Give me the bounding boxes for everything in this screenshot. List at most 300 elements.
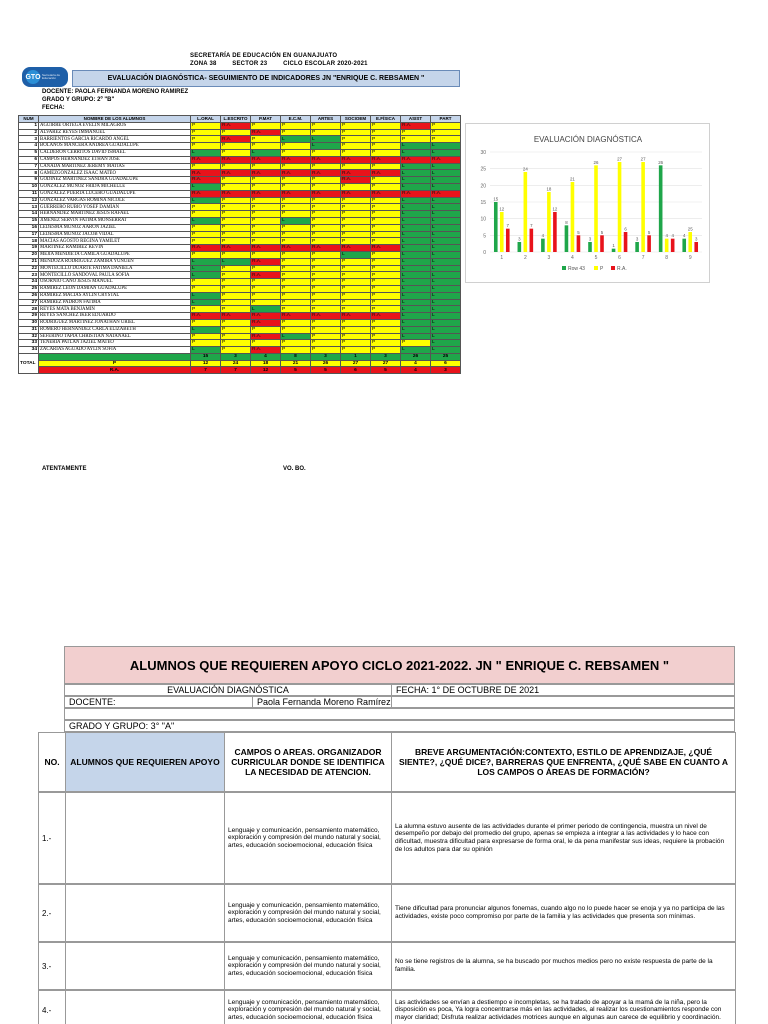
indicator-cell: P bbox=[221, 149, 251, 156]
indicator-cell: R.A. bbox=[311, 190, 341, 197]
student-row bbox=[19, 292, 461, 299]
indicator-cell: P bbox=[311, 326, 341, 333]
indicator-cell: P bbox=[341, 299, 371, 306]
indicator-cell: R.A. bbox=[221, 170, 251, 177]
indicator-cell: P bbox=[221, 217, 251, 224]
student-number: 13 bbox=[19, 204, 39, 211]
indicator-cell: L bbox=[431, 177, 461, 184]
total-row bbox=[19, 360, 461, 367]
indicator-cell: P bbox=[341, 326, 371, 333]
bar-data-label: 4 bbox=[671, 233, 674, 239]
indicator-cell: P bbox=[311, 163, 341, 170]
student-number: 3 bbox=[19, 136, 39, 143]
indicator-cell: P bbox=[341, 122, 371, 129]
student-name: BARRIENTOS GARCIA RICARDO ANGEL bbox=[39, 136, 191, 143]
indicator-cell: P bbox=[311, 217, 341, 224]
student-number: 28 bbox=[19, 306, 39, 313]
student-row bbox=[19, 265, 461, 272]
indicator-cell: P bbox=[371, 279, 401, 286]
x-tick-label: 5 bbox=[594, 255, 598, 261]
indicator-cell: P bbox=[191, 122, 221, 129]
indicator-cell: P bbox=[251, 231, 281, 238]
grid-header-cell: L.ORAL bbox=[191, 116, 221, 123]
student-number: 1 bbox=[19, 122, 39, 129]
x-tick-label: 4 bbox=[571, 255, 574, 261]
indicator-cell: P bbox=[311, 299, 341, 306]
grid-header-cell: E.C.M. bbox=[281, 116, 311, 123]
student-row bbox=[19, 149, 461, 156]
student-name: MACIAS AGOSTO REGINA YAMILET bbox=[39, 238, 191, 245]
indicator-cell: P bbox=[371, 197, 401, 204]
indicator-cell: L bbox=[431, 251, 461, 258]
student-name: GONZALEZ PUERTA LUCERO GUADALUPE bbox=[39, 190, 191, 197]
indicator-cell: L bbox=[191, 347, 221, 354]
student-number: 33 bbox=[19, 340, 39, 347]
student-number: 29 bbox=[19, 313, 39, 320]
indicator-cell: P bbox=[191, 333, 221, 340]
chart-bar bbox=[694, 242, 698, 252]
x-tick-label: 3 bbox=[547, 255, 551, 261]
total-row bbox=[19, 353, 461, 360]
indicator-cell: P bbox=[281, 183, 311, 190]
indicator-cell: P bbox=[221, 319, 251, 326]
chart-bar bbox=[635, 242, 639, 252]
indicator-cell: P bbox=[371, 211, 401, 218]
indicator-cell: R.A. bbox=[281, 245, 311, 252]
indicator-cell: P bbox=[341, 238, 371, 245]
student-number: 26 bbox=[19, 292, 39, 299]
indicator-cell: P bbox=[371, 238, 401, 245]
indicator-cell: P bbox=[341, 211, 371, 218]
student-name: GONZALEZ MUÑOZ FRIDA MICHELLE bbox=[39, 183, 191, 190]
bar-data-label: 21 bbox=[569, 176, 575, 182]
indicator-cell: P bbox=[281, 279, 311, 286]
indicator-cell: P bbox=[401, 340, 431, 347]
indicator-cell: R.A. bbox=[251, 272, 281, 279]
evaluation-title-bar: EVALUACIÓN DIAGNÓSTICA- SEGUIMIENTO DE INDICADORES JN "ENRIQUE C. REBSAMEN " bbox=[72, 70, 460, 87]
indicator-cell: R.A. bbox=[371, 245, 401, 252]
chart-bar bbox=[547, 192, 551, 252]
student-number: 12 bbox=[19, 197, 39, 204]
indicator-cell: R.A. bbox=[221, 122, 251, 129]
student-number: 8 bbox=[19, 170, 39, 177]
legend-entry: Row 43 bbox=[568, 266, 585, 272]
indicator-cell: P bbox=[221, 285, 251, 292]
bar-data-label: 7 bbox=[506, 223, 510, 229]
indicator-cell: P bbox=[221, 279, 251, 286]
student-name: ROMERO HERNANDEZ CARLA ELIZABETH bbox=[39, 326, 191, 333]
total-value: 1 bbox=[341, 353, 371, 360]
chart-bar bbox=[565, 225, 569, 252]
indicator-cell: L bbox=[191, 217, 221, 224]
indicator-cell: L bbox=[401, 313, 431, 320]
indicator-cell: L bbox=[431, 306, 461, 313]
indicator-cell: P bbox=[311, 340, 341, 347]
indicator-cell: L bbox=[401, 245, 431, 252]
indicator-cell: P bbox=[341, 272, 371, 279]
docente-empty-cell bbox=[391, 696, 735, 708]
student-name: AGUIRRE ORTEGA EVELIN MILAGROS bbox=[39, 122, 191, 129]
indicator-cell: P bbox=[371, 251, 401, 258]
indicator-cell: P bbox=[281, 258, 311, 265]
indicator-cell: L bbox=[191, 272, 221, 279]
indicator-cell: P bbox=[371, 265, 401, 272]
indicator-cell: L bbox=[191, 183, 221, 190]
student-row bbox=[19, 306, 461, 313]
chart-bar bbox=[659, 165, 663, 252]
indicator-cell: P bbox=[251, 163, 281, 170]
student-name: TENERIA PATLAN JAZIEL MATEO bbox=[39, 340, 191, 347]
indicator-cell: P bbox=[251, 204, 281, 211]
indicator-cell: P bbox=[281, 347, 311, 354]
indicator-cell: P bbox=[401, 136, 431, 143]
indicator-cell: P bbox=[281, 143, 311, 150]
indicator-cell: P bbox=[281, 122, 311, 129]
indicator-cell: P bbox=[281, 231, 311, 238]
docente-name: Paola Fernanda Moreno Ramírez bbox=[252, 696, 392, 708]
indicator-cell: P bbox=[341, 347, 371, 354]
indicator-cell: P bbox=[191, 204, 221, 211]
indicator-cell: L bbox=[401, 183, 431, 190]
student-number: 7 bbox=[19, 163, 39, 170]
support-row-breve: La alumna estuvo ausente de las actividades durante el primer periodo de contingencia, muestra un nivel de desempeño por debajo del promedio del grupo, apenas se empieza a integrar a las actividades y lo hace con dificultad, muestra dificultad para expresarse de forma oral, le da pena manifestar sus ideas, requiere la probación de los adultos para dar su opinión bbox=[391, 792, 736, 884]
indicator-cell: P bbox=[371, 292, 401, 299]
indicator-cell: L bbox=[401, 326, 431, 333]
evaluation-chart-svg bbox=[466, 124, 711, 284]
chart-bar bbox=[647, 235, 651, 252]
indicator-cell: L bbox=[281, 217, 311, 224]
zona-label: ZONA 38 bbox=[190, 61, 217, 67]
indicator-cell: P bbox=[371, 143, 401, 150]
legend-swatch bbox=[611, 266, 615, 270]
indicator-cell: P bbox=[281, 238, 311, 245]
indicator-cell: L bbox=[431, 292, 461, 299]
chart-bar bbox=[618, 162, 622, 252]
indicator-cell: P bbox=[221, 129, 251, 136]
indicator-cell: L bbox=[431, 319, 461, 326]
spacer-row bbox=[64, 708, 735, 720]
indicator-cell: P bbox=[281, 265, 311, 272]
indicator-cell: P bbox=[371, 347, 401, 354]
indicator-cell: P bbox=[221, 347, 251, 354]
indicator-cell: P bbox=[251, 122, 281, 129]
support-row-number: 4.- bbox=[38, 990, 66, 1024]
indicator-cell: R.A. bbox=[281, 170, 311, 177]
student-name: ZACARIAS AGUADO AYLIN SOFIA bbox=[39, 347, 191, 354]
bar-data-label: 12 bbox=[499, 206, 505, 212]
student-name: LEDESMA MUÑOZ AARON JAZIEL bbox=[39, 224, 191, 231]
bar-data-label: 3 bbox=[518, 236, 521, 242]
indicator-cell: L bbox=[431, 340, 461, 347]
chart-bar bbox=[577, 235, 581, 252]
indicator-cell: P bbox=[251, 143, 281, 150]
atentamente-label: ATENTAMENTE bbox=[42, 466, 87, 472]
indicator-cell: P bbox=[341, 340, 371, 347]
indicator-cell: P bbox=[311, 177, 341, 184]
indicator-cell: L bbox=[401, 231, 431, 238]
indicator-cell: L bbox=[401, 143, 431, 150]
indicator-cell: R.A. bbox=[371, 313, 401, 320]
indicator-cell: P bbox=[341, 231, 371, 238]
indicator-cell: R.A. bbox=[371, 190, 401, 197]
chart-bar bbox=[682, 239, 686, 252]
legend-entry: R.A. bbox=[617, 266, 627, 272]
student-row bbox=[19, 319, 461, 326]
student-number: 18 bbox=[19, 238, 39, 245]
indicator-cell: R.A. bbox=[341, 313, 371, 320]
indicator-cell: P bbox=[311, 333, 341, 340]
indicator-cell: P bbox=[221, 340, 251, 347]
indicator-cell: P bbox=[341, 285, 371, 292]
student-row bbox=[19, 217, 461, 224]
indicator-cell: L bbox=[401, 299, 431, 306]
indicator-cell: P bbox=[311, 183, 341, 190]
bar-data-label: 1 bbox=[612, 243, 615, 249]
indicator-cell: P bbox=[341, 292, 371, 299]
indicator-cell: P bbox=[251, 197, 281, 204]
bar-data-label: 5 bbox=[647, 229, 651, 235]
student-name: GUERRERO RUBIO YOSEF DAMIAN bbox=[39, 204, 191, 211]
total-value: 3 bbox=[371, 353, 401, 360]
total-row bbox=[19, 367, 461, 374]
indicator-cell: L bbox=[401, 217, 431, 224]
total-value: 21 bbox=[281, 360, 311, 367]
indicator-cell: P bbox=[221, 211, 251, 218]
legend-swatch bbox=[562, 266, 566, 270]
bar-data-label: 15 bbox=[493, 196, 499, 202]
indicator-cell: P bbox=[371, 306, 401, 313]
indicator-cell: P bbox=[251, 326, 281, 333]
indicator-cell: P bbox=[371, 149, 401, 156]
student-number: 2 bbox=[19, 129, 39, 136]
bar-data-label: 7 bbox=[530, 223, 533, 229]
x-tick-label: 6 bbox=[618, 255, 621, 261]
student-name: MEJIA MENDIETA CAMILA GUADALUPE bbox=[39, 251, 191, 258]
indicator-cell: P bbox=[251, 211, 281, 218]
student-name: MARTINEZ RAMIREZ KEVIN bbox=[39, 245, 191, 252]
total-key-green bbox=[39, 353, 191, 360]
total-value: 4 bbox=[401, 360, 431, 367]
indicator-cell: L bbox=[431, 149, 461, 156]
total-label: TOTAL bbox=[19, 353, 39, 373]
chart-bar bbox=[571, 182, 575, 252]
chart-bar bbox=[665, 239, 669, 252]
indicator-cell: L bbox=[431, 333, 461, 340]
indicator-cell: P bbox=[371, 231, 401, 238]
indicator-cell: P bbox=[221, 265, 251, 272]
total-value: 3 bbox=[311, 353, 341, 360]
indicator-cell: L bbox=[401, 258, 431, 265]
indicator-cell: P bbox=[221, 333, 251, 340]
support-title: ALUMNOS QUE REQUIEREN APOYO CICLO 2021-2022. JN " ENRIQUE C. REBSAMEN " bbox=[64, 646, 735, 684]
indicator-cell: P bbox=[341, 149, 371, 156]
student-number: 6 bbox=[19, 156, 39, 163]
indicator-cell: P bbox=[281, 251, 311, 258]
indicator-cell: R.A. bbox=[251, 347, 281, 354]
indicator-cell: R.A. bbox=[251, 190, 281, 197]
student-number: 22 bbox=[19, 265, 39, 272]
chart-bar bbox=[524, 172, 528, 252]
student-name: OSORNIO CANO JESUS MANUEL bbox=[39, 279, 191, 286]
y-tick-label: 10 bbox=[480, 216, 486, 223]
student-number: 19 bbox=[19, 245, 39, 252]
support-row-student bbox=[65, 990, 225, 1024]
total-value: 25 bbox=[431, 353, 461, 360]
indicator-cell: P bbox=[191, 143, 221, 150]
indicator-cell: L bbox=[401, 251, 431, 258]
x-tick-label: 7 bbox=[641, 255, 645, 261]
indicator-cell: R.A. bbox=[341, 170, 371, 177]
bar-data-label: 18 bbox=[546, 186, 552, 192]
total-value: 4 bbox=[401, 367, 431, 374]
indicator-cell: P bbox=[191, 285, 221, 292]
indicator-cell: P bbox=[191, 279, 221, 286]
student-number: 27 bbox=[19, 299, 39, 306]
indicator-cell: R.A. bbox=[251, 129, 281, 136]
indicator-cell: R.A. bbox=[191, 245, 221, 252]
chart-bar bbox=[506, 229, 510, 252]
indicator-cell: P bbox=[341, 217, 371, 224]
indicator-cell: L bbox=[431, 170, 461, 177]
indicator-cell: P bbox=[401, 129, 431, 136]
indicator-cell: R.A. bbox=[341, 177, 371, 184]
indicator-cell: P bbox=[221, 143, 251, 150]
total-value: 6 bbox=[341, 367, 371, 374]
indicator-cell: P bbox=[221, 231, 251, 238]
indicator-cell: P bbox=[371, 326, 401, 333]
total-value: 3 bbox=[431, 367, 461, 374]
indicator-cell: P bbox=[311, 231, 341, 238]
indicator-cell: P bbox=[371, 258, 401, 265]
student-row bbox=[19, 245, 461, 252]
indicator-cell: L bbox=[401, 224, 431, 231]
total-key: P bbox=[39, 360, 191, 367]
indicator-cell: L bbox=[401, 272, 431, 279]
student-row bbox=[19, 347, 461, 354]
indicator-cell: P bbox=[191, 319, 221, 326]
evaluation-chart bbox=[465, 123, 710, 283]
bar-data-label: 3 bbox=[694, 236, 698, 242]
indicator-cell: L bbox=[431, 299, 461, 306]
indicator-cell: P bbox=[341, 306, 371, 313]
indicator-cell: P bbox=[221, 163, 251, 170]
indicator-cell: L bbox=[311, 136, 341, 143]
indicator-cell: P bbox=[311, 272, 341, 279]
indicator-cell: P bbox=[221, 177, 251, 184]
indicator-cell: L bbox=[401, 238, 431, 245]
indicator-grid bbox=[18, 115, 461, 374]
student-row bbox=[19, 170, 461, 177]
student-number: 20 bbox=[19, 251, 39, 258]
indicator-cell: P bbox=[311, 197, 341, 204]
total-value: 3 bbox=[221, 353, 251, 360]
header-no: NO. bbox=[38, 732, 66, 792]
indicator-cell: P bbox=[221, 204, 251, 211]
fecha-line: FECHA: bbox=[42, 105, 65, 111]
indicator-cell: P bbox=[371, 319, 401, 326]
indicator-cell: P bbox=[371, 217, 401, 224]
indicator-cell: L bbox=[431, 245, 461, 252]
bar-data-label: 5 bbox=[577, 229, 580, 235]
total-value: 18 bbox=[251, 360, 281, 367]
indicator-cell: P bbox=[251, 136, 281, 143]
indicator-cell: P bbox=[191, 340, 221, 347]
bar-data-label: 27 bbox=[617, 156, 623, 162]
indicator-cell: P bbox=[341, 129, 371, 136]
indicator-cell: P bbox=[221, 326, 251, 333]
total-value: 5 bbox=[281, 367, 311, 374]
indicator-cell: P bbox=[191, 163, 221, 170]
total-key: R.A. bbox=[39, 367, 191, 374]
student-number: 11 bbox=[19, 190, 39, 197]
indicator-cell: P bbox=[221, 306, 251, 313]
indicator-cell: R.A. bbox=[251, 245, 281, 252]
indicator-cell: L bbox=[401, 333, 431, 340]
y-tick-label: 15 bbox=[480, 200, 486, 206]
chart-bar bbox=[494, 202, 498, 252]
indicator-cell: P bbox=[311, 279, 341, 286]
indicator-cell: P bbox=[251, 279, 281, 286]
bar-data-label: 4 bbox=[541, 233, 545, 239]
indicator-cell: L bbox=[431, 258, 461, 265]
total-value: 12 bbox=[191, 360, 221, 367]
student-name: BOLAÑOS MANCERA ANDREA GUADALUPE bbox=[39, 143, 191, 150]
student-row bbox=[19, 340, 461, 347]
docente-label: DOCENTE: bbox=[64, 696, 253, 708]
total-value: 8 bbox=[281, 353, 311, 360]
grado-line: GRADO Y GRUPO: 2º "B" bbox=[42, 97, 115, 103]
indicator-cell: L bbox=[431, 211, 461, 218]
chart-bar bbox=[600, 235, 604, 252]
indicator-cell: R.A. bbox=[191, 313, 221, 320]
chart-bar bbox=[671, 239, 675, 252]
legend-entry: P bbox=[600, 266, 604, 272]
legend-swatch bbox=[594, 266, 598, 270]
indicator-cell: R.A. bbox=[341, 245, 371, 252]
chart-bar bbox=[641, 162, 645, 252]
total-value: 24 bbox=[221, 360, 251, 367]
support-row-campos: Lenguaje y comunicación, pensamiento matemático, exploración y compresión del mundo natural y social, artes, educación socioemocional, educación física bbox=[224, 990, 392, 1024]
indicator-cell: L bbox=[431, 347, 461, 354]
indicator-cell: P bbox=[281, 177, 311, 184]
indicator-cell: P bbox=[281, 272, 311, 279]
bar-data-label: 5 bbox=[600, 229, 604, 235]
chart-bar bbox=[530, 229, 534, 252]
bar-data-label: 12 bbox=[552, 206, 558, 212]
x-tick-label: 1 bbox=[500, 255, 504, 261]
support-row-breve: Las actividades se envían a destiempo e incompletas, se ha tratado de apoyar a la mamá de la niña, pero la disposición es poca, Ya logra concentrarse más en las actividades, al realizar los cuestionamientos responde con mayor claridad; Disfruta realizar actividades motrices aunque en algunas aun carece de equilibrio y coordinación. bbox=[391, 990, 736, 1024]
grado-field: GRADO Y GRUPO: 3° "A" bbox=[64, 720, 735, 732]
bar-data-label: 3 bbox=[635, 236, 639, 242]
student-number: 34 bbox=[19, 347, 39, 354]
grid-header-cell: E.FÍSICA bbox=[371, 116, 401, 123]
indicator-cell: P bbox=[431, 122, 461, 129]
indicator-cell: R.A. bbox=[371, 170, 401, 177]
header-line-2 bbox=[190, 61, 368, 67]
indicator-cell: P bbox=[281, 163, 311, 170]
indicator-cell: L bbox=[281, 136, 311, 143]
student-row bbox=[19, 183, 461, 190]
indicator-cell: R.A. bbox=[311, 313, 341, 320]
header-line-1: SECRETARÍA DE EDUCACIÓN EN GUANAJUATO bbox=[190, 53, 338, 59]
indicator-cell: P bbox=[251, 183, 281, 190]
indicator-cell: P bbox=[251, 285, 281, 292]
grid-header-row bbox=[19, 116, 461, 123]
indicator-cell: P bbox=[281, 319, 311, 326]
student-number: 14 bbox=[19, 211, 39, 218]
student-number: 15 bbox=[19, 217, 39, 224]
indicator-cell: P bbox=[341, 204, 371, 211]
